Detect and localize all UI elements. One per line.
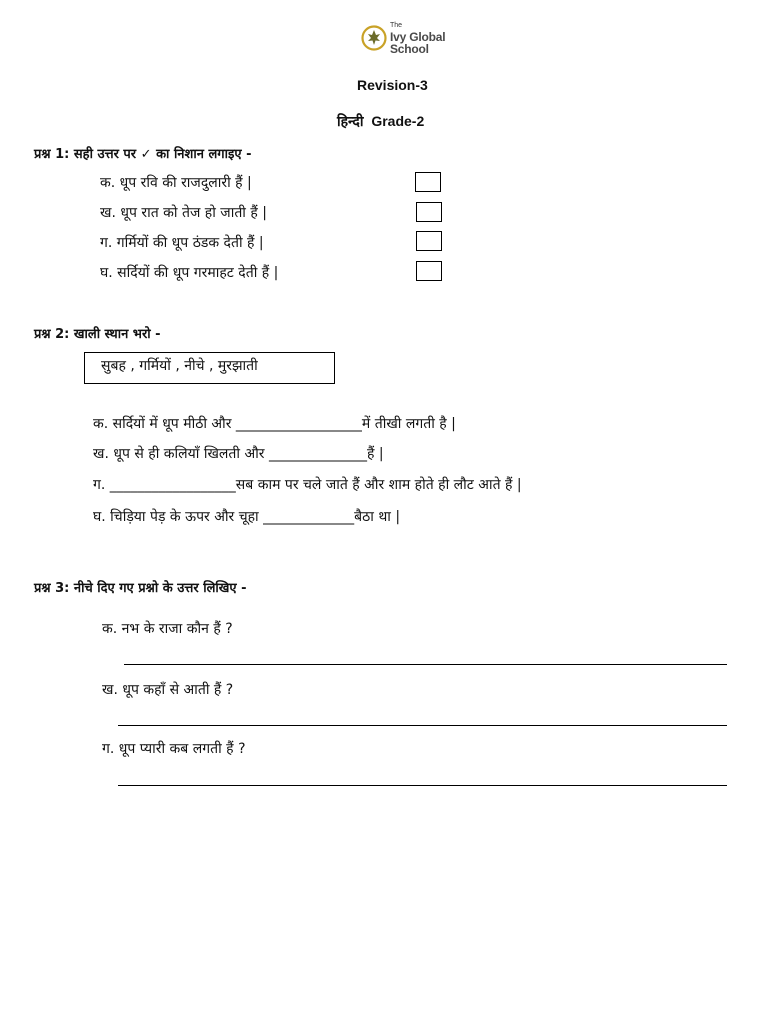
logo-text-line1: Ivy Global [390, 30, 446, 44]
q2-heading: प्रश्न 2: खाली स्थान भरो - [34, 327, 161, 342]
q2-item-ga: ग. __________________सब काम पर चले जाते हैं और शाम होते ही लौट आते हैं | [93, 477, 522, 493]
q1-item-ka: क. धूप रवि की राजदुलारी हैं | [100, 175, 252, 191]
q3-answer-line-ga[interactable] [118, 785, 727, 786]
logo-text-the: The [390, 22, 403, 29]
q1-checkbox-gha[interactable] [416, 261, 442, 281]
q2-item-gha: घ. चिड़िया पेड़ के ऊपर और चूहा _____________बैठा था | [93, 509, 401, 525]
grade-label: Grade-2 [371, 113, 425, 129]
q3-answer-line-kha[interactable] [118, 725, 727, 726]
q1-item-ga: ग. गर्मियों की धूप ठंडक देती हैं | [100, 235, 264, 251]
q1-item-gha: घ. सर्दियों की धूप गरमाहट देती हैं | [100, 265, 279, 281]
document-title: Revision-3 [357, 77, 428, 93]
subject-label: हिन्दी [337, 113, 364, 129]
q3-heading: प्रश्न 3: नीचे दिए गए प्रश्नो के उत्तर लिखिए - [34, 581, 247, 596]
word-bank-text: सुबह , गर्मियों , नीचे , मुरझाती [101, 358, 258, 374]
q1-checkbox-ka[interactable] [415, 172, 441, 192]
q1-item-kha: ख. धूप रात को तेज हो जाती हैं | [100, 205, 267, 221]
q2-item-kha: ख. धूप से ही कलियाँ खिलती और ______________हैं | [93, 446, 384, 462]
q2-item-ka: क. सर्दियों में धूप मीठी और __________________में तीखी लगती है | [93, 416, 456, 432]
logo-text-line2: School [390, 42, 429, 56]
q1-checkbox-ga[interactable] [416, 231, 442, 251]
subject-title [337, 112, 424, 131]
leaf-emblem-icon [361, 25, 387, 51]
q1-checkbox-kha[interactable] [416, 202, 442, 222]
school-logo [361, 22, 461, 58]
q3-answer-line-ka[interactable] [124, 664, 727, 665]
q1-heading: प्रश्न 1: सही उत्तर पर ✓ का निशान लगाइए - [34, 147, 252, 162]
q3-item-ka: क. नभ के राजा कौन हैं ? [102, 621, 233, 637]
q3-item-kha: ख. धूप कहाँ से आती हैं ? [102, 682, 234, 698]
q3-item-ga: ग. धूप प्यारी कब लगती हैं ? [102, 741, 246, 757]
